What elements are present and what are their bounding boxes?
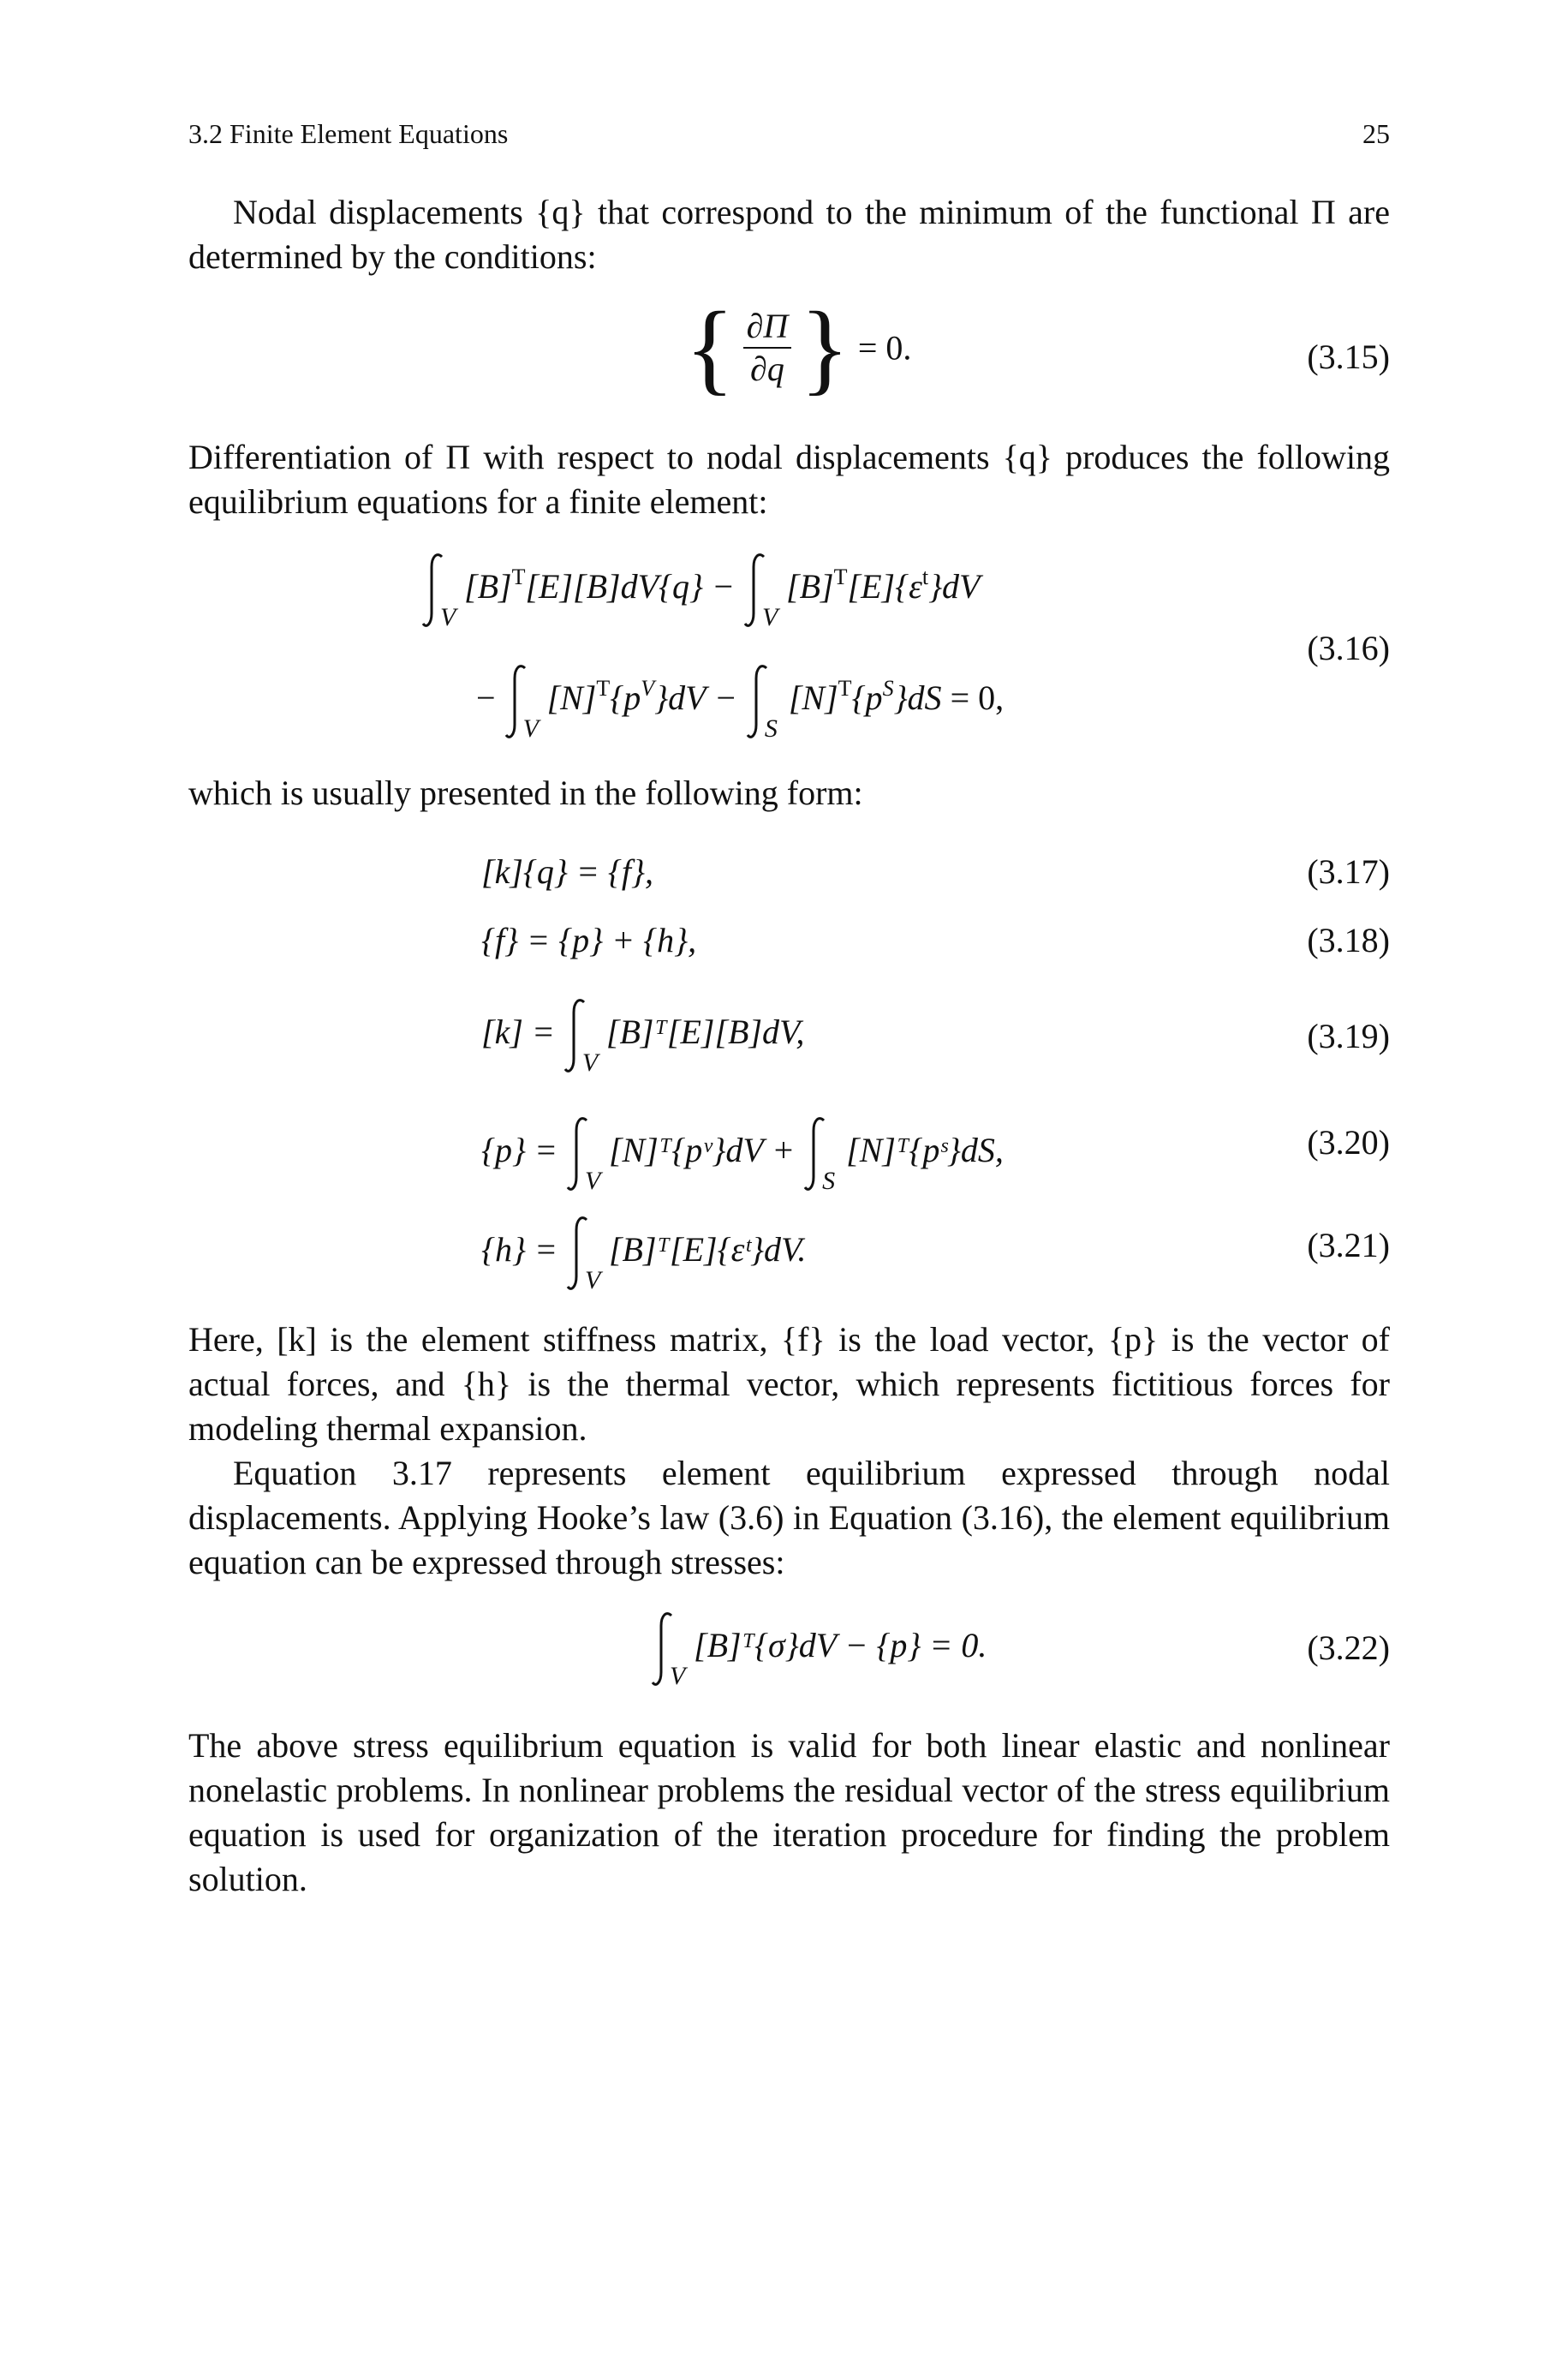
- equation-number-3-15: (3.15): [1307, 338, 1390, 376]
- integral-sign: V: [651, 1616, 685, 1682]
- equation-rhs: = 0.: [857, 328, 912, 367]
- equation-3-22: V [B]ᵀ{σ}dV − {p} = 0.: [651, 1616, 987, 1682]
- integral-sign: V: [421, 557, 456, 624]
- equation-3-19: [k] = V [B]ᵀ[E][B]dV,: [481, 1002, 804, 1069]
- integral-sign: S: [746, 668, 780, 735]
- fraction-denominator: ∂q: [750, 350, 784, 388]
- equation-number-3-16: (3.16): [1307, 629, 1390, 667]
- integral-sign: V: [566, 1120, 600, 1187]
- equation-3-17: [k]{q} = {f},: [481, 852, 653, 891]
- right-brace: }: [800, 290, 850, 404]
- partial-fraction: [743, 306, 792, 390]
- paragraph-3: which is usually presented in the following form:: [188, 774, 863, 812]
- paragraph-6: The above stress equilibrium equation is valid for both linear elastic and nonlinear nonelastic problems. In nonlinear problems the residual vector of the stress equilibrium equation is used for organization of the iteration procedure for finding the problem solution.: [188, 1726, 1390, 1898]
- integral-sign: V: [566, 1220, 600, 1287]
- left-brace: {: [685, 290, 735, 404]
- equation-number-3-20: (3.20): [1307, 1123, 1390, 1162]
- section-title: 3.2 Finite Element Equations: [188, 118, 509, 149]
- equation-3-18: {f} = {p} + {h},: [481, 921, 697, 959]
- integral-sign: V: [743, 557, 778, 624]
- integral-sign: S: [803, 1120, 838, 1187]
- equation-number-3-21: (3.21): [1307, 1226, 1390, 1264]
- equation-3-16-line-2: − V $[N]^T\{p^V\}dV$ − S $[N]^T\{p^S\}dS = 0$,: [476, 668, 1004, 735]
- running-header: [188, 118, 1390, 161]
- equation-3-21: {h} = V [B]ᵀ[E]{εᵗ}dV.: [481, 1220, 806, 1287]
- integral-sign: V: [504, 668, 539, 735]
- equation-3-16-line-1: V $[B]^T[E][B]dV\{q\}$ − V $[B]^T[E]\{\varepsilon^t\}dV$: [421, 557, 981, 624]
- equation-number-3-17: (3.17): [1307, 852, 1390, 891]
- integral-sign: V: [563, 1002, 598, 1069]
- equation-number-3-18: (3.18): [1307, 921, 1390, 959]
- paragraph-2: Differentiation of Π with respect to nodal displacements {q} produces the following equilibrium equations for a finite element:: [188, 438, 1390, 521]
- equation-number-3-22: (3.22): [1307, 1628, 1390, 1667]
- paragraph-5: Equation 3.17 represents element equilibrium expressed through nodal displacements. Applying Hooke’s law (3.6) in Equation (3.16), the element equilibrium equation can be expressed through stresses:: [188, 1454, 1390, 1581]
- fraction-numerator: ∂Π: [743, 306, 792, 349]
- paragraph-1: Nodal displacements {q} that correspond to the minimum of the functional Π are determined by the conditions:: [188, 193, 1390, 276]
- equation-3-20: {p} = V [N]ᵀ{pᵛ}dV + S [N]ᵀ{pˢ}dS,: [481, 1120, 1004, 1187]
- paragraph-4: Here, [k] is the element stiffness matrix, {f} is the load vector, {p} is the vector of actual forces, and {h} is the thermal vector, which represents fictitious forces for modeling thermal expansion.: [188, 1320, 1390, 1448]
- equation-3-15: [685, 290, 912, 404]
- page-number: 25: [1362, 118, 1390, 149]
- equation-number-3-19: (3.19): [1307, 1017, 1390, 1055]
